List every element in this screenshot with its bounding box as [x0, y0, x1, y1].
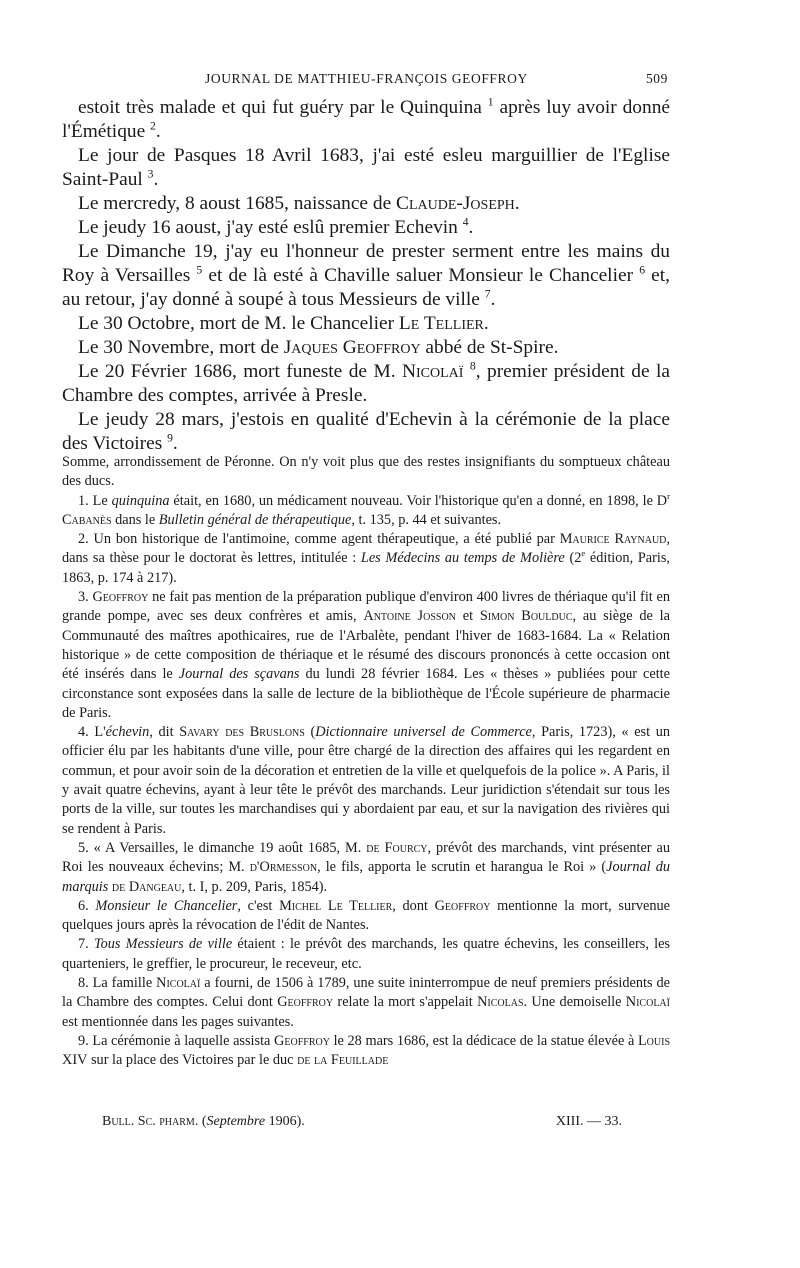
- paragraph: estoit très malade et qui fut guéry par le Quinquina $^1$ après luy avoir donné l'Émétique $^2$.: [62, 95, 670, 142]
- paragraph: Le jeudy 28 mars, j'estois en qualité d'Echevin à la cérémonie de la place des Victoires $^9$.: [62, 409, 670, 454]
- page-footer: [102, 1114, 622, 1134]
- paragraph: Le jeudy 16 aoust, j'ay esté eslû premier Echevin $^4$.: [78, 215, 474, 238]
- footnote-ref[interactable]: 3: [147, 167, 154, 181]
- footnote-ref[interactable]: 6: [639, 263, 645, 277]
- person-name: Le Tellier: [398, 313, 484, 334]
- footnote: 7. Tous Messieurs de ville étaient : le prévôt des marchands, les quatre échevins, les conseillers, les quarteniers, le greffier, le procureur, le receveur, etc.: [62, 936, 670, 972]
- person-name: Claude-Joseph: [396, 193, 515, 214]
- paragraph: Le 30 Octobre, mort de M. le Chancelier Le Tellier.: [78, 313, 489, 334]
- footnote: 9. La cérémonie à laquelle assista Geoffroy le 28 mars 1686, est la dédicace de la statue élevée à Louis XIV sur la place des Victoires par le duc de la Feuillade: [62, 1032, 671, 1069]
- running-title: JOURNAL DE MATTHIEU-FRANÇOIS GEOFFROY: [205, 71, 528, 86]
- footnote: Somme, arrondissement de Péronne. On n'y voit plus que des restes insignifiants du somptueux château des ducs.: [62, 454, 670, 490]
- footnote: 2. Un bon historique de l'antimoine, comme agent thérapeutique, a été publié par Maurice Raynaud, dans sa thèse pour le doctorat ès lettres, intitulée : Les Médecins au temps de Molière (2e édition, Paris, 1863, p. 174 à 217).: [62, 531, 670, 586]
- main-text: [62, 96, 670, 456]
- footnote: 6. Monsieur le Chancelier, c'est Michel Le Tellier, dont Geoffroy mentionne la mort, survenue quelques jours après la révocation de l'édit de Nantes.: [62, 897, 671, 934]
- footnote-ref[interactable]: 1: [487, 95, 494, 109]
- person-name: Jaques Geoffroy: [283, 337, 421, 358]
- paragraph: Le 20 Février 1686, mort funeste de M. Nicolaï $^8$, premier président de la Chambre des comptes, arrivée à Presle.: [62, 359, 670, 406]
- paragraph: Le 30 Novembre, mort de Jaques Geoffroy abbé de St-Spire.: [78, 337, 559, 358]
- footnote: 5. « A Versailles, le dimanche 19 août 1685, M. de Fourcy, prévôt des marchands, vint présenter au Roi les nouveaux échevins; M. d'Ormesson, le fils, apporta le scrutin et harangua le Roi » (Journal du marquis de Dangeau, t. I, p. 209, Paris, 1854).: [62, 839, 670, 895]
- footnote: 4. L'échevin, dit Savary des Bruslons (Dictionnaire universel de Commerce, Paris, 1723), « est un officier élu par les habitants d'une ville, pour être chargé de la direction des affaires qui les regardent en commun, et pour avoir soin de la décoration et entretien de la ville et quelquefois de la police ». A Paris, il y avait quatre échevins, ayant à leur tête le prévôt des marchands. Leur juridiction s'étendait sur tous les ports de la ville, sur toutes les marchandises qui y abordaient par eau, et sur la navigation des rivières qui se rendent à Paris.: [62, 724, 670, 837]
- person-name: Nicolaï: [402, 361, 464, 382]
- footnote: 1. Le quinquina était, en 1680, un médicament nouveau. Voir l'historique qu'en a donné, en 1898, le $D^r$ Cabanès dans le Bulletin général de thérapeutique, t. 135, p. 44 et suivantes.: [62, 490, 670, 528]
- footnotes: [62, 453, 670, 1071]
- footnote-ref[interactable]: 4: [462, 215, 469, 229]
- footnote-ref[interactable]: 7: [484, 287, 491, 301]
- page-header: [205, 71, 668, 93]
- footnote-ref[interactable]: 8: [469, 359, 476, 373]
- footnote: 3. Geoffroy ne fait pas mention de la préparation publique d'environ 400 livres de thériaque qu'il fit en grande pompe, avec ses deux confrères et amis, Antoine Josson et Simon Boulduc, au siège de la Communauté des maîtres apothicaires, rue de l'Arbalète, pendant l'hiver de 1683-1684. La « Relation historique » de cette composition de thériaque et le résumé des discours prononcés à cette occasion ont été insérés dans le Journal des sçavans du lundi 28 février 1684. Les « thèses » publiées pour cette circonstance sont exposées dans la salle de lecture de la bibliothèque de l'École supérieure de pharmacie de Paris.: [62, 589, 671, 721]
- journal-reference: Bull. Sc. pharm. (Septembre 1906).: [102, 1114, 305, 1129]
- paragraph: Le jour de Pasques 18 Avril 1683, j'ai esté esleu marguillier de l'Eglise Saint-Paul $^3$.: [62, 145, 670, 190]
- page-number: 509: [645, 71, 668, 86]
- volume-signature: XIII. — 33.: [555, 1114, 622, 1129]
- paragraph: Le mercredy, 8 aoust 1685, naissance de Claude-Joseph.: [78, 193, 520, 214]
- footnote-ref[interactable]: 9: [167, 431, 173, 445]
- footnote: 8. La famille Nicolaï a fourni, de 1506 à 1789, une suite ininterrompue de neuf premiers présidents de la Chambre des comptes. Celui dont Geoffroy relate la mort s'appelait Nicolas. Une demoiselle Nicolaï est mentionnée dans les pages suivantes.: [62, 975, 670, 1030]
- footnote-ref[interactable]: 2: [150, 119, 156, 133]
- paragraph: Le Dimanche 19, j'ay eu l'honneur de prester serment entre les mains du Roy à Versailles $^5$ et de là esté à Chaville saluer Monsieur le Chancelier $^6$ et, au retour, j'ay donné à soupé à tous Messieurs de ville $^7$.: [62, 241, 670, 310]
- footnote-ref[interactable]: 5: [196, 263, 203, 277]
